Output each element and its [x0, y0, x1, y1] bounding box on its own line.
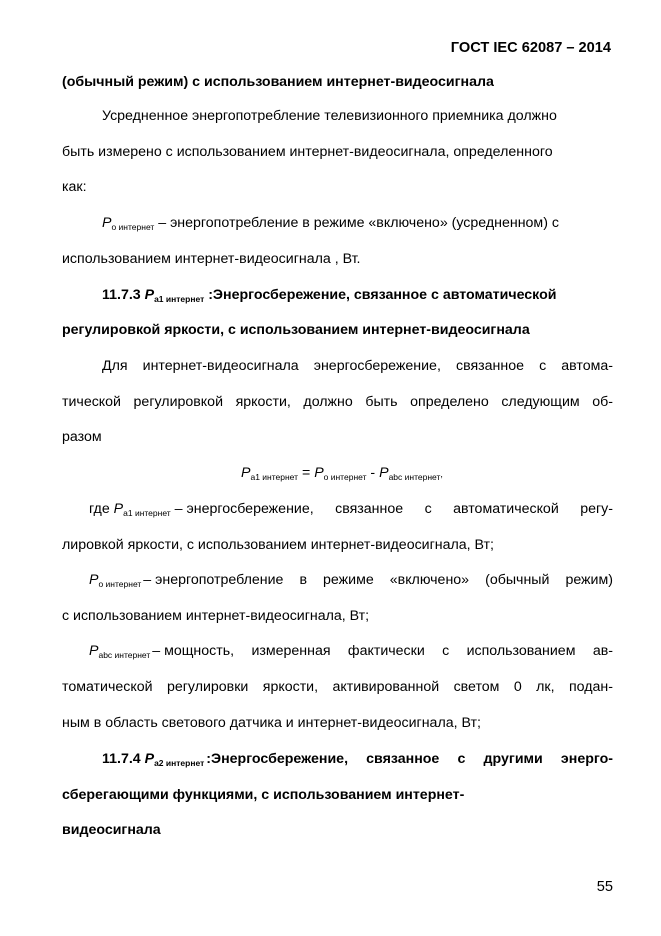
- definition-text: – энергопотребление в режиме «включено» (усредненном) с: [154, 215, 559, 231]
- word: измеренная: [251, 643, 331, 659]
- paragraph-line: быть измерено с использованием интернет-видеосигнала, определенного: [62, 144, 553, 160]
- word: интернет-видеосигнала: [142, 358, 299, 374]
- power-symbol: P: [144, 751, 155, 767]
- section-heading-11-7-3: [102, 286, 556, 305]
- word: 0: [513, 679, 522, 695]
- word: автома-: [561, 358, 613, 374]
- section-title-line: видеосигнала: [62, 822, 161, 838]
- section-title-line: регулировкой яркости, с использованием интернет-видеосигнала: [62, 322, 530, 338]
- formula-symbol: P: [314, 465, 324, 481]
- formula-symbol: P: [241, 465, 251, 481]
- word: яркости,: [262, 679, 319, 695]
- word: следующим: [501, 394, 580, 410]
- word: с: [539, 358, 547, 374]
- formula-operator: -: [366, 465, 380, 481]
- word: – энергосбережение,: [174, 501, 314, 517]
- formula-operator: =: [298, 465, 315, 481]
- word: связанное: [455, 358, 524, 374]
- where-text: [152, 642, 613, 660]
- word: томатической: [62, 679, 153, 695]
- paragraph-line: использованием интернет-видеосигнала , Вт.: [62, 251, 361, 267]
- word: яркости,: [235, 394, 291, 410]
- paragraph-line: разом: [62, 429, 102, 445]
- paragraph-line: [102, 357, 613, 375]
- where-a1: [89, 500, 613, 519]
- power-subscript: a1 интернет: [154, 294, 205, 304]
- where-text: [175, 500, 613, 518]
- word: в: [299, 572, 308, 588]
- section-title-line: сберегающими функциями, с использованием интернет-: [62, 787, 465, 803]
- power-symbol: P: [89, 643, 99, 659]
- formula: [241, 464, 443, 483]
- word: тической: [62, 394, 121, 410]
- word: подан-: [568, 679, 613, 695]
- word: :Энергосбережение,: [206, 751, 349, 767]
- word: лк,: [536, 679, 555, 695]
- word: определено: [410, 394, 489, 410]
- word: Для: [102, 358, 128, 374]
- word: регу-: [580, 501, 613, 517]
- word: – мощность,: [152, 643, 235, 659]
- where-po: [89, 571, 613, 590]
- power-subscript: о интернет: [111, 222, 155, 232]
- paragraph-line: ным в область светового датчика и интернет-видеосигнала, Вт;: [62, 715, 481, 731]
- word: автоматической: [453, 501, 559, 517]
- word: с: [457, 751, 466, 767]
- paragraph-line: [62, 393, 613, 411]
- word: регулировки: [166, 679, 249, 695]
- section-title-continuation: (обычный режим) с использованием интернет-видеосигнала: [62, 74, 494, 90]
- page-number: 55: [596, 879, 613, 895]
- definition-po-avg: [102, 214, 559, 233]
- word: использованием: [466, 643, 576, 659]
- section-number: 11.7.3: [102, 287, 145, 303]
- paragraph-line: как:: [62, 179, 87, 195]
- power-symbol: P: [89, 572, 99, 588]
- word: связанное: [335, 501, 404, 517]
- power-subscript: a1 интернет: [123, 508, 171, 518]
- power-symbol: P: [113, 501, 124, 517]
- where-abc: [89, 642, 613, 661]
- where-text: [143, 571, 613, 589]
- formula-tail: ,: [440, 469, 443, 479]
- word: об-: [592, 394, 613, 410]
- word: энерго-: [560, 751, 613, 767]
- paragraph-line: [62, 678, 613, 696]
- formula-subscript: abc интернет: [388, 472, 441, 482]
- power-subscript: a2 интернет: [154, 758, 205, 768]
- word: связанное: [366, 751, 440, 767]
- formula-symbol: P: [379, 465, 389, 481]
- paragraph-line: Усредненное энергопотребление телевизионного приемника должно: [102, 108, 557, 124]
- section-number: 11.7.4: [102, 751, 145, 767]
- section-title: [206, 750, 613, 768]
- word: регулировкой: [133, 394, 223, 410]
- word: другими: [483, 751, 543, 767]
- section-title: :Энергосбережение, связанное с автоматической: [204, 287, 557, 303]
- section-heading-11-7-4: [102, 750, 613, 769]
- word: фактически: [347, 643, 425, 659]
- word: режим): [565, 572, 613, 588]
- paragraph-line: с использованием интернет-видеосигнала, Вт;: [62, 608, 370, 624]
- word: энергосбережение,: [313, 358, 441, 374]
- word: ав-: [592, 643, 613, 659]
- word: должно: [303, 394, 353, 410]
- word: с: [442, 643, 450, 659]
- formula-subscript: о интернет: [323, 472, 367, 482]
- power-subscript: abc интернет: [98, 650, 151, 660]
- power-subscript: о интернет: [98, 579, 142, 589]
- word: – энергопотребление: [143, 572, 284, 588]
- word: «включено»: [389, 572, 470, 588]
- paragraph-line: лировкой яркости, с использованием интернет-видеосигнала, Вт;: [62, 537, 494, 553]
- formula-subscript: a1 интернет: [250, 472, 299, 482]
- document-header: ГОСТ IEC 62087 – 2014: [450, 40, 611, 56]
- word: быть: [365, 394, 398, 410]
- power-symbol: P: [102, 215, 112, 231]
- word: светом: [453, 679, 500, 695]
- word: с: [424, 501, 432, 517]
- word: (обычный: [485, 572, 550, 588]
- word: режиме: [323, 572, 374, 588]
- where-lead: где: [89, 501, 114, 517]
- word: активированной: [332, 679, 440, 695]
- power-symbol: P: [144, 287, 155, 303]
